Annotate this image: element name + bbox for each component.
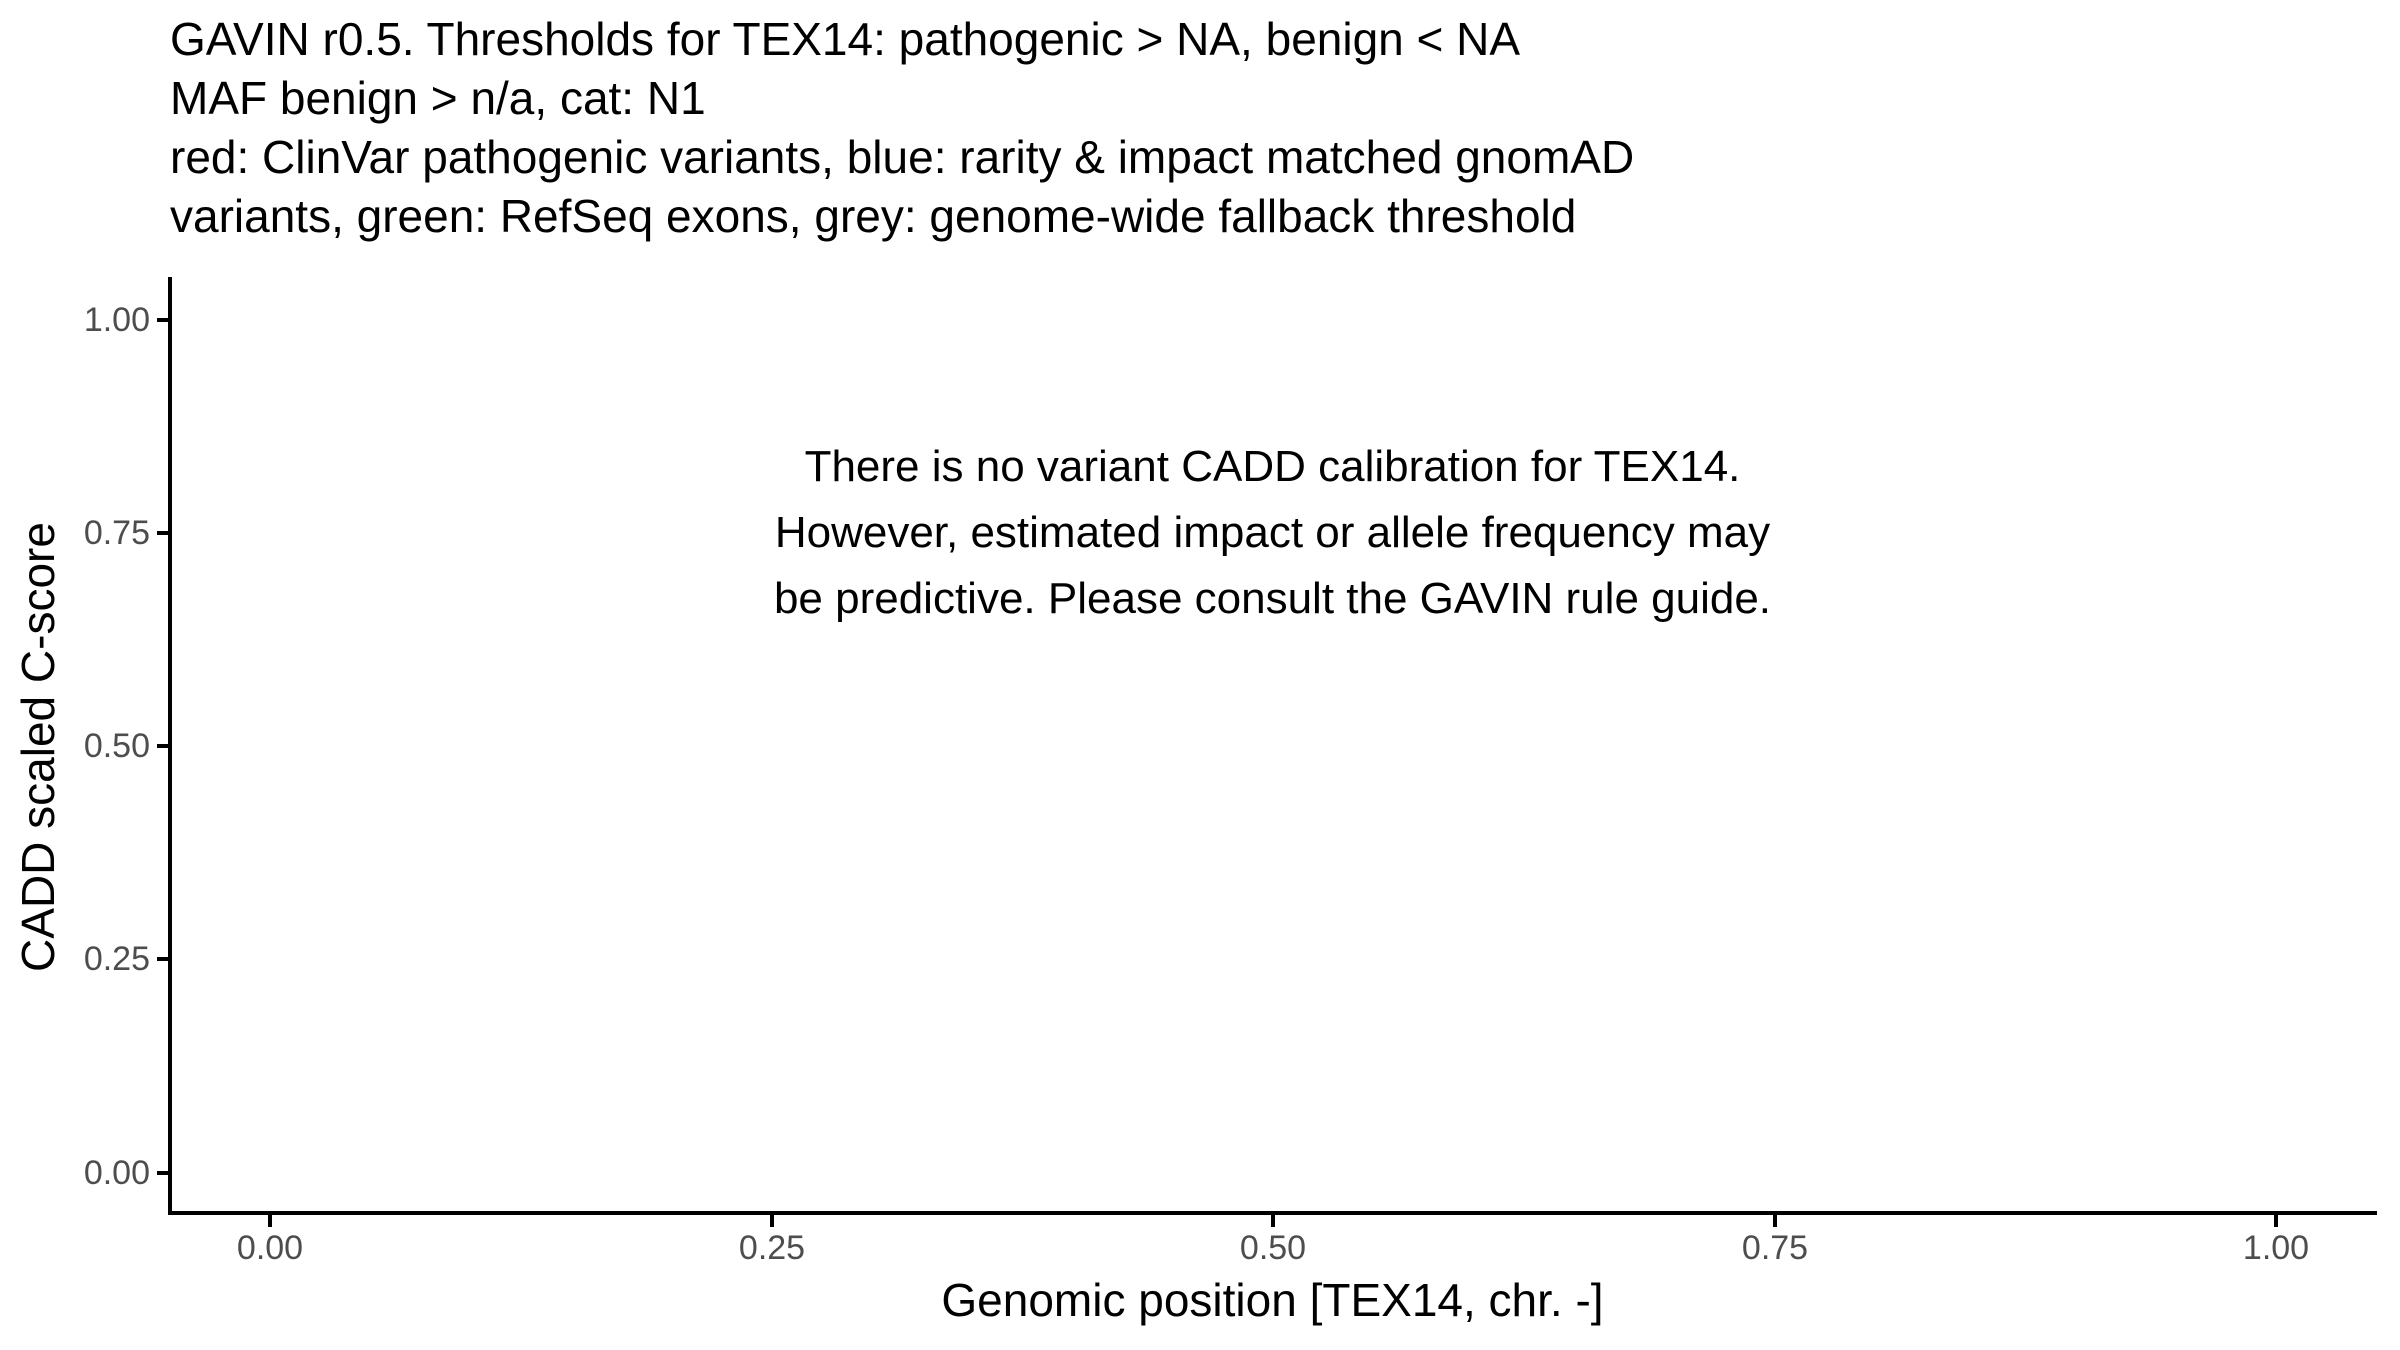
- x-tick-label-1.00: 1.00: [2242, 1229, 2310, 1267]
- plot-title: [170, 10, 1634, 246]
- x-tick-mark-0.75: [1773, 1215, 1777, 1227]
- no-calibration-annotation: [168, 434, 2377, 632]
- y-tick-mark-0.25: [157, 957, 168, 961]
- x-tick-mark-0.00: [268, 1215, 272, 1227]
- plot-title-line-1: GAVIN r0.5. Thresholds for TEX14: pathogenic > NA, benign < NA: [170, 13, 1521, 65]
- y-axis-title: CADD scaled C-score: [12, 522, 64, 972]
- y-tick-label-0.00: 0.00: [83, 1154, 150, 1192]
- y-tick-label-0.75: 0.75: [83, 514, 150, 552]
- y-tick-label-1.00: 1.00: [83, 301, 150, 339]
- x-tick-label-0.75: 0.75: [1741, 1229, 1809, 1267]
- x-axis-title: Genomic position [TEX14, chr. -]: [941, 1274, 1604, 1326]
- y-tick-mark-0.75: [157, 531, 168, 535]
- x-tick-mark-0.25: [770, 1215, 774, 1227]
- x-tick-label-0.25: 0.25: [738, 1229, 806, 1267]
- annotation-line-2: However, estimated impact or allele frequency may: [774, 508, 1771, 557]
- y-tick-label-0.25: 0.25: [83, 940, 150, 978]
- y-tick-mark-0.00: [157, 1171, 168, 1175]
- x-tick-mark-1.00: [2274, 1215, 2278, 1227]
- y-axis-line: [168, 277, 172, 1215]
- plot-title-line-3: red: ClinVar pathogenic variants, blue: rarity & impact matched gnomAD: [170, 131, 1635, 183]
- plot-title-line-2: MAF benign > n/a, cat: N1: [170, 72, 706, 124]
- plot-title-line-4: variants, green: RefSeq exons, grey: genome-wide fallback threshold: [170, 190, 1577, 242]
- y-tick-mark-0.50: [157, 744, 168, 748]
- x-tick-label-0.50: 0.50: [1239, 1229, 1307, 1267]
- annotation-line-1: There is no variant CADD calibration for TEX14.: [804, 442, 1741, 491]
- y-tick-label-0.50: 0.50: [83, 727, 150, 765]
- y-tick-mark-1.00: [157, 318, 168, 322]
- x-tick-mark-0.50: [1271, 1215, 1275, 1227]
- x-tick-label-0.00: 0.00: [236, 1229, 304, 1267]
- annotation-line-3: be predictive. Please consult the GAVIN rule guide.: [773, 574, 1772, 623]
